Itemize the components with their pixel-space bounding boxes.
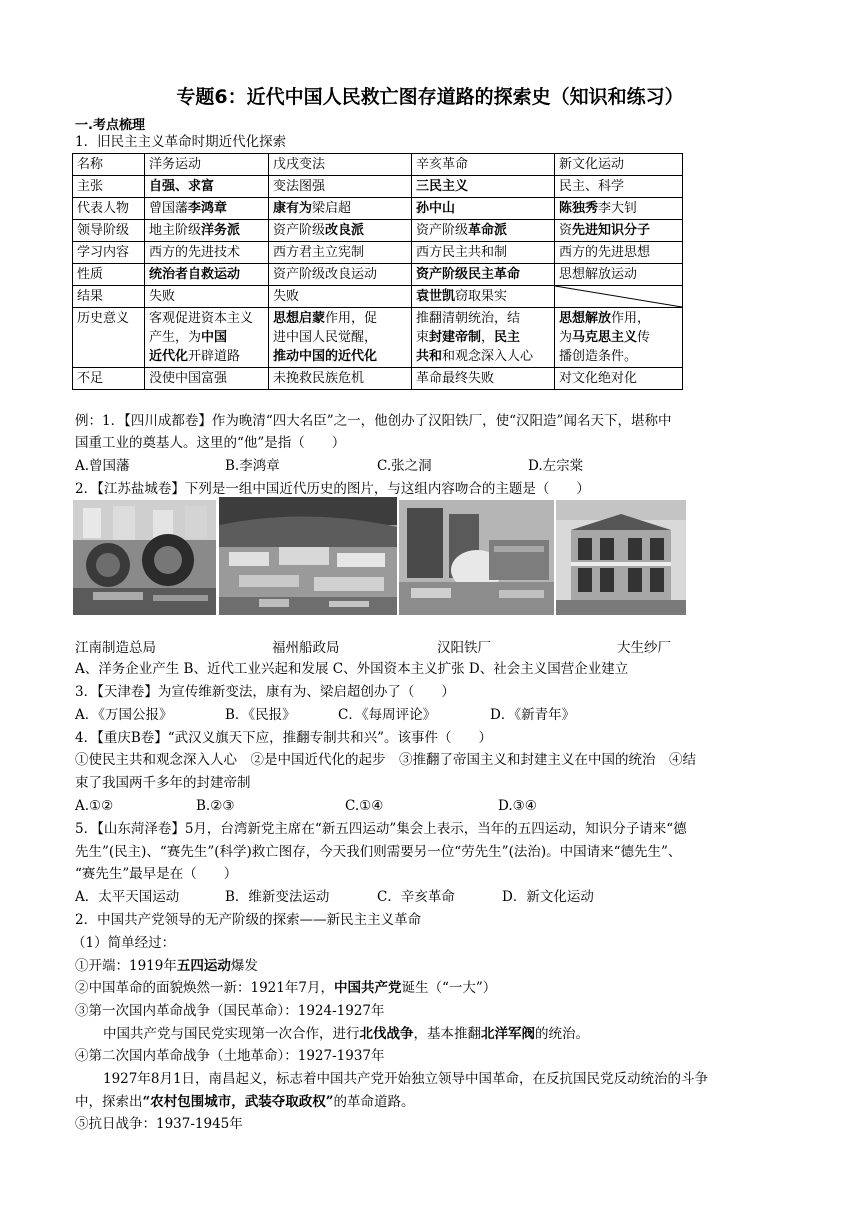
cell-text: 传 bbox=[637, 330, 651, 345]
event-text: 的革命道路。 bbox=[333, 1094, 415, 1110]
table-cell: 资产阶级民主革命 bbox=[412, 264, 555, 286]
table-cell: 资产阶级改良运动 bbox=[269, 264, 412, 286]
table-cell: 历史意义 bbox=[73, 308, 145, 368]
cell-text-bold: 李鸿章 bbox=[188, 201, 228, 216]
caption-fuzhou: 福州船政局 bbox=[272, 640, 340, 656]
cell-text: 资产阶级 bbox=[273, 223, 326, 238]
cell-text: 曾国藩 bbox=[149, 201, 189, 216]
question-5-option-a: A．太平天国运动 bbox=[75, 889, 180, 905]
question-4-option-b: B.②③ bbox=[196, 798, 235, 814]
table-cell bbox=[269, 308, 412, 368]
question-3-option-a: A．《万国公报》 bbox=[75, 707, 173, 723]
table-row bbox=[73, 264, 683, 286]
event-item-4-detail-1: 1927年8月1日，南昌起义，标志着中国共产党开始独立领导中国革命，在反抗国民党反动统治的斗争 bbox=[103, 1071, 709, 1087]
question-1-option-c: C.张之洞 bbox=[377, 458, 432, 474]
table-cell: 学习内容 bbox=[73, 242, 145, 264]
photo-dasheng-mill bbox=[556, 500, 686, 615]
table-cell: 统治者自救运动 bbox=[145, 264, 269, 286]
cell-text: ， bbox=[481, 330, 495, 345]
event-item-2 bbox=[75, 978, 496, 998]
part-2-heading: 2．中国共产党领导的无产阶级的探索——新民主主义革命 bbox=[75, 912, 422, 928]
cell-text-bold: 推动中国的近代化 bbox=[273, 349, 378, 364]
cell-text-bold: 改良派 bbox=[325, 223, 365, 238]
cell-text: 为 bbox=[559, 330, 573, 345]
table-cell: 新文化运动 bbox=[555, 154, 683, 176]
cell-text-bold: 陈独秀 bbox=[559, 201, 599, 216]
event-item-4-detail-2 bbox=[75, 1092, 415, 1112]
cell-text: 地主阶级 bbox=[149, 223, 202, 238]
table-cell: 主张 bbox=[73, 176, 145, 198]
table-cell bbox=[269, 220, 412, 242]
event-text: 诞生（“一大”） bbox=[401, 980, 497, 996]
table-cell bbox=[555, 198, 683, 220]
question-5-line-2: 先生”(民主)、“赛先生”(科学)救亡图存，今天我们则需要另一位“劳先生”(法治)。中国请来“德先生”、 bbox=[75, 844, 682, 860]
part-2-subheading: （1）简单经过： bbox=[72, 935, 176, 951]
knowledge-table bbox=[72, 153, 683, 390]
diagonal-line bbox=[555, 286, 682, 307]
cell-text-bold: 民主 bbox=[494, 330, 521, 345]
table-cell bbox=[555, 308, 683, 368]
event-text: 中，探索出 bbox=[75, 1094, 143, 1110]
question-1-option-a: A.曾国藩 bbox=[75, 458, 130, 474]
photo-fuzhou-shipyard bbox=[219, 497, 397, 615]
table-cell bbox=[145, 198, 269, 220]
cell-text: 开辟道路 bbox=[188, 349, 241, 364]
caption-hanyang: 汉阳铁厂 bbox=[437, 640, 491, 656]
table-cell bbox=[145, 220, 269, 242]
event-text-bold: 北伐战争 bbox=[359, 1026, 414, 1042]
table-cell: 西方的先进技术 bbox=[145, 242, 269, 264]
table-row bbox=[73, 198, 683, 220]
table-cell: 名称 bbox=[73, 154, 145, 176]
cell-text: 推翻清朝统治，结 bbox=[416, 311, 521, 326]
cell-text-bold: 近代化 bbox=[149, 349, 189, 364]
table-row bbox=[73, 368, 683, 390]
table-cell: 性质 bbox=[73, 264, 145, 286]
question-3-line-1: 3．【天津卷】为宣传维新变法，康有为、梁启超创办了（ ） bbox=[75, 684, 455, 700]
cell-text: 客观促进资本主 bbox=[149, 311, 241, 326]
event-text-bold: 北洋军阀 bbox=[481, 1026, 535, 1042]
cell-text: 和观念深入人心 bbox=[442, 349, 534, 364]
event-text: 的统治。 bbox=[535, 1026, 589, 1042]
table-cell bbox=[555, 220, 683, 242]
question-4-option-a: A.①② bbox=[75, 798, 114, 814]
cell-text: 义产生，为 bbox=[149, 311, 254, 345]
table-cell: 三民主义 bbox=[412, 176, 555, 198]
cell-text: 束 bbox=[416, 330, 430, 345]
question-2-options: A、洋务企业产生 B、近代工业兴起和发展 C、外国资本主义扩张 D、社会主义国营企业建立 bbox=[75, 661, 629, 677]
question-5-line-1: 5．【山东菏泽卷】5月，台湾新党主席在“新五四运动”集会上表示，当年的五四运动，知识分子请来“德 bbox=[75, 821, 687, 837]
table-cell: 孙中山 bbox=[412, 198, 555, 220]
cell-text: 梁启超 bbox=[312, 201, 352, 216]
cell-text-bold: 思想启蒙 bbox=[273, 311, 326, 326]
question-4-line-1: 4．【重庆B卷】“武汉义旗天下应，推翻专制共和兴”。该事件（ ） bbox=[75, 730, 493, 746]
cell-text-bold: 中国 bbox=[201, 330, 228, 345]
cell-text-bold: 洋务派 bbox=[201, 223, 241, 238]
caption-jiangnan: 江南制造总局 bbox=[75, 640, 156, 656]
section-heading: 一.考点梳理 bbox=[75, 118, 145, 133]
table-row bbox=[73, 176, 683, 198]
question-1-line-2: 国重工业的奠基人。这里的“他”是指（ ） bbox=[75, 435, 346, 451]
question-3-option-c: C．《每周评论》 bbox=[338, 707, 437, 723]
question-4-option-c: C.①④ bbox=[345, 798, 384, 814]
event-text: ，基本推翻 bbox=[413, 1026, 481, 1042]
table-cell: 变法图强 bbox=[269, 176, 412, 198]
table-row bbox=[73, 242, 683, 264]
table-row bbox=[73, 154, 683, 176]
table-row bbox=[73, 308, 683, 368]
table-caption: 1．旧民主主义革命时期近代化探索 bbox=[75, 134, 287, 150]
table-cell: 失败 bbox=[269, 286, 412, 308]
cell-text: 作用， bbox=[611, 311, 651, 326]
event-text: 中国共产党与国民党实现第一次合作，进行 bbox=[103, 1026, 360, 1042]
cell-text-bold: 封建帝制 bbox=[429, 330, 482, 345]
question-4-line-2: ①使民主共和观念深入人心 ②是中国近代化的起步 ③推翻了帝国主义和封建主义在中国的统治 ④结 bbox=[75, 752, 696, 768]
table-cell bbox=[412, 220, 555, 242]
table-cell-diagonal bbox=[555, 286, 683, 308]
question-5-option-c: C．辛亥革命 bbox=[377, 889, 455, 905]
event-text: ②中国革命的面貌焕然一新：1921年7月， bbox=[75, 980, 334, 996]
table-cell bbox=[412, 286, 555, 308]
event-text: 爆发 bbox=[230, 958, 258, 974]
table-cell: 代表人物 bbox=[73, 198, 145, 220]
photo-hanyang-ironworks bbox=[399, 500, 554, 615]
table-cell: 革命最终失败 bbox=[412, 368, 555, 390]
question-1-option-b: B.李鸿章 bbox=[225, 458, 280, 474]
question-4-line-3: 束了我国两千多年的封建帝制 bbox=[75, 775, 251, 791]
cell-text: 资 bbox=[559, 223, 573, 238]
table-row bbox=[73, 220, 683, 242]
event-text: ①开端：1919年 bbox=[75, 958, 177, 974]
table-cell: 未挽救民族危机 bbox=[269, 368, 412, 390]
event-item-4: ④第二次国内革命战争（土地革命）：1927-1937年 bbox=[75, 1048, 385, 1064]
question-4-option-d: D.③④ bbox=[498, 798, 537, 814]
cell-text-bold: 革命派 bbox=[468, 223, 508, 238]
cell-text-bold: 共和 bbox=[416, 349, 443, 364]
question-5-option-b: B．维新变法运动 bbox=[225, 889, 330, 905]
question-3-option-b: B．《民报》 bbox=[225, 707, 296, 723]
event-text-bold: 中国共产党 bbox=[333, 980, 402, 996]
cell-text-bold: 思想解放 bbox=[559, 311, 612, 326]
event-item-1 bbox=[75, 956, 258, 976]
cell-text: 李大钊 bbox=[598, 201, 638, 216]
table-cell: 自强、求富 bbox=[145, 176, 269, 198]
question-1-line-1: 例：1．【四川成都卷】作为晚清“四大名臣”之一，他创办了汉阳铁厂，使“汉阳造”闻名天下，堪称中 bbox=[75, 413, 672, 429]
cell-text: 播创造条件。 bbox=[559, 349, 638, 364]
table-cell bbox=[269, 198, 412, 220]
event-text-bold: 五四运动 bbox=[176, 958, 231, 974]
cell-text-bold: 袁世凯 bbox=[416, 289, 456, 304]
cell-text-bold: 先进知识分子 bbox=[572, 223, 651, 238]
table-cell: 西方民主共和制 bbox=[412, 242, 555, 264]
table-cell: 辛亥革命 bbox=[412, 154, 555, 176]
question-2-line-1: 2．【江苏盐城卷】下列是一组中国近代历史的图片，与这组内容吻合的主题是（ ） bbox=[75, 481, 590, 497]
event-item-3-detail bbox=[103, 1024, 589, 1044]
question-1-option-d: D.左宗棠 bbox=[528, 458, 584, 474]
table-cell bbox=[412, 308, 555, 368]
question-5-line-3: “赛先生”最早是在（ ） bbox=[75, 866, 238, 882]
table-cell: 西方君主立宪制 bbox=[269, 242, 412, 264]
table-cell: 思想解放运动 bbox=[555, 264, 683, 286]
table-cell: 对文化绝对化 bbox=[555, 368, 683, 390]
cell-text: 进中国人民觉醒， bbox=[273, 330, 378, 345]
cell-text: 资产阶级 bbox=[416, 223, 469, 238]
table-cell: 没使中国富强 bbox=[145, 368, 269, 390]
table-cell: 结果 bbox=[73, 286, 145, 308]
question-3-option-d: D．《新青年》 bbox=[490, 707, 576, 723]
caption-dasheng: 大生纱厂 bbox=[617, 640, 671, 656]
event-item-3: ③第一次国内革命战争（国民革命）：1924-1927年 bbox=[75, 1003, 385, 1019]
table-cell: 领导阶级 bbox=[73, 220, 145, 242]
table-cell: 戊戌变法 bbox=[269, 154, 412, 176]
table-cell bbox=[145, 308, 269, 368]
photo-jiangnan-arsenal bbox=[73, 500, 216, 615]
event-text-bold: “农村包围城市，武装夺取政权” bbox=[142, 1094, 334, 1110]
table-cell: 西方的先进思想 bbox=[555, 242, 683, 264]
table-cell: 民主、科学 bbox=[555, 176, 683, 198]
table-cell: 失败 bbox=[145, 286, 269, 308]
table-cell: 洋务运动 bbox=[145, 154, 269, 176]
question-5-option-d: D．新文化运动 bbox=[502, 889, 594, 905]
page-title: 专题6：近代中国人民救亡图存道路的探索史（知识和练习） bbox=[176, 86, 684, 108]
cell-text-bold: 康有为 bbox=[273, 201, 313, 216]
cell-text: 窃取果实 bbox=[455, 289, 508, 304]
table-row bbox=[73, 286, 683, 308]
event-item-5: ⑤抗日战争：1937-1945年 bbox=[75, 1116, 243, 1132]
cell-text-bold: 马克思主义 bbox=[572, 330, 638, 345]
table-cell: 不足 bbox=[73, 368, 145, 390]
cell-text: 作用，促 bbox=[325, 311, 378, 326]
